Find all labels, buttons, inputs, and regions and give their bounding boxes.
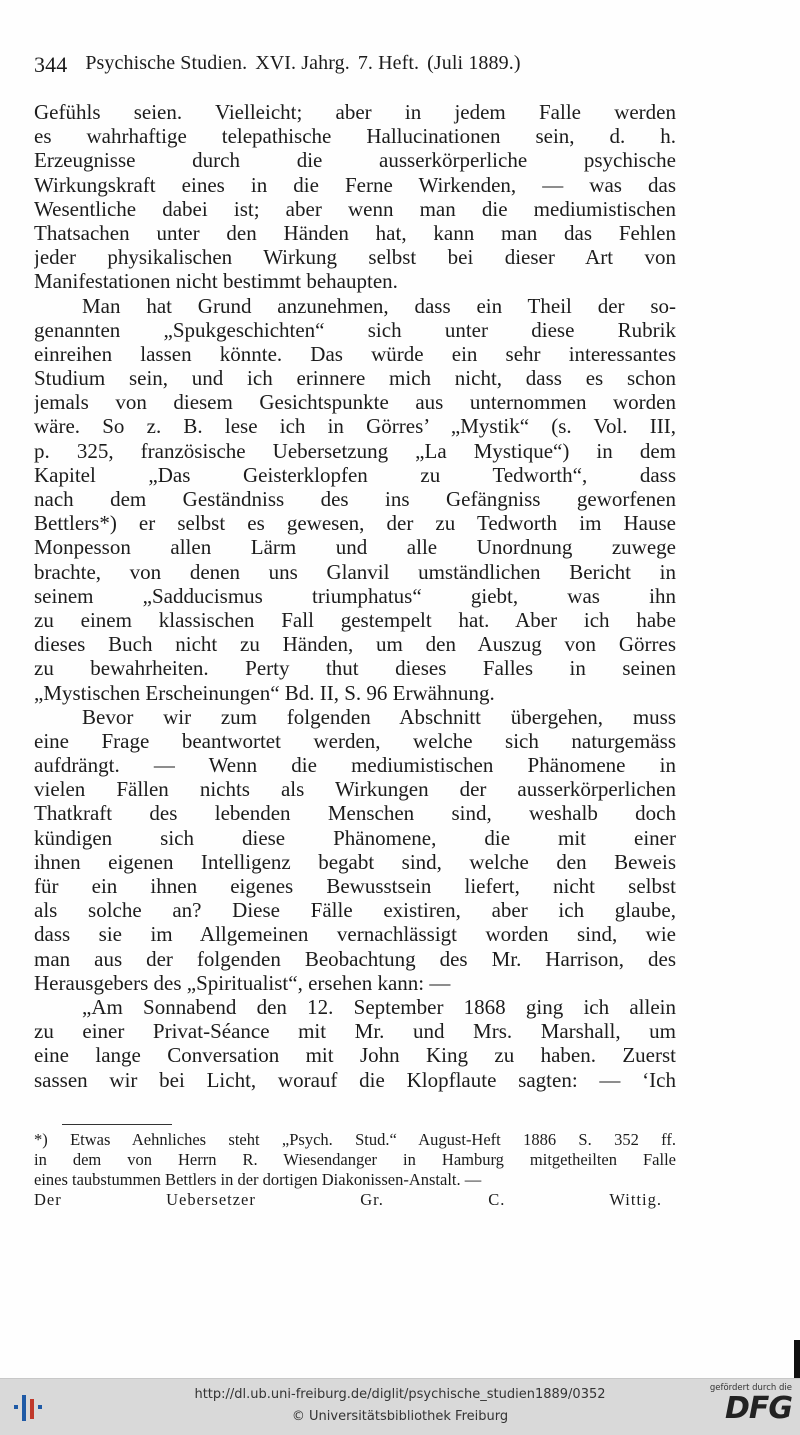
issue-date: (Juli 1889.) [427,52,521,74]
text-line: zu einer Privat-Séance mit Mr. und Mrs. Marshall, um [34,1019,676,1044]
text-line: Man hat Grund anzunehmen, dass ein Theil der so- [82,293,676,318]
text-line: p. 325, französische Uebersetzung „La Mystique“) in dem [34,438,676,463]
text-line: nach dem Geständniss des ins Gefängniss geworfenen [34,487,676,511]
footnote [34,1130,676,1210]
running-header [34,52,674,78]
text-line: Erzeugnisse durch die ausserkörperliche psychische [34,148,676,173]
text-line: Kapitel „Das Geisterklopfen zu Tedworth“, dass [34,462,676,487]
dfg-logo [706,1383,792,1431]
text-line: jemals von diesem Gesichtspunkte aus unternommen worden [34,390,676,415]
text-line: Wesentliche dabei ist; aber wenn man die mediumistischen [34,196,676,221]
footnote-line: in dem von Herrn R. Wiesendanger in Hamburg mitgetheilten Falle [34,1150,676,1169]
funding-caption: gefördert durch die [709,1383,792,1393]
viewer-footer [0,1378,800,1435]
text-line: für ein ihnen eigenes Bewusstsein liefert, nicht selbst [34,874,676,898]
page-number: 344 [34,52,68,77]
journal-title: Psychische Studien. [85,52,248,74]
text-line: vielen Fällen nichts als Wirkungen der ausserkörperlichen [34,777,676,802]
text-line: zu einem klassischen Fall gestempelt hat. Aber ich habe [34,607,676,632]
text-line: einreihen lassen könnte. Das würde ein sehr interessantes [34,341,676,366]
copyright-notice: © Universitätsbibliothek Freiburg [291,1409,509,1424]
text-line: Studium sein, und ich erinnere mich nicht, dass es schon [34,366,676,391]
volume: XVI. Jahrg. [255,52,350,74]
text-line: jeder physikalischen Wirkung selbst bei dieser Art von [34,245,676,270]
text-line: aufdrängt. — Wenn die mediumistischen Phänomene in [34,753,676,778]
text-line: Thatsachen unter den Händen hat, kann man das Fehlen [34,220,676,245]
dfg-logo-text: DFG [724,1391,792,1426]
text-line: Herausgebers des „Spiritualist“, ersehen kann: — [34,970,451,995]
text-line: seinem „Sadducismus triumphatus“ giebt, was ihn [34,583,676,608]
text-line: „Am Sonnabend den 12. September 1868 ging ich allein [82,994,676,1019]
footnote-rule [62,1124,172,1125]
text-line: Monpesson allen Lärm und alle Unordnung zuwege [34,535,676,560]
text-line: genannten „Spukgeschichten“ sich unter diese Rubrik [34,317,676,342]
body-text [34,100,676,1092]
permalink-url[interactable]: http://dl.ub.uni-freiburg.de/diglit/psychische_studien1889/0352 [194,1387,606,1402]
text-line: kündigen sich diese Phänomene, die mit einer [34,825,676,850]
text-line: man aus der folgenden Beobachtung des Mr. Harrison, des [34,946,676,971]
text-line: Thatkraft des lebenden Menschen sind, weshalb doch [34,801,676,826]
text-line: Wirkungskraft eines in die Ferne Wirkenden, — was das [34,172,676,197]
text-line: eine Frage beantwortet werden, welche sich naturgemäss [34,728,676,753]
text-line: „Mystischen Erscheinungen“ Bd. II, S. 96 Erwähnung. [34,680,495,705]
text-line: es wahrhaftige telepathische Hallucinationen sein, d. h. [34,124,676,149]
footnote-line: eines taubstummen Bettlers in der dortigen Diakonissen-Anstalt. — [34,1170,482,1189]
text-line: zu bewahrheiten. Perty thut dieses Falles in seinen [34,656,676,681]
text-line: Manifestationen nicht bestimmt behaupten. [34,269,398,294]
text-line: eine lange Conversation mit John King zu haben. Zuerst [34,1043,676,1068]
text-line: wäre. So z. B. lese ich in Görres’ „Mystik“ (s. Vol. III, [34,414,676,439]
text-line: Gefühls seien. Vielleicht; aber in jedem Falle werden [34,100,676,124]
text-line: Bevor wir zum folgenden Abschnitt übergehen, muss [82,704,676,729]
text-line: dass sie im Allgemeinen vernachlässigt worden sind, wie [34,922,676,947]
issue: 7. Heft. [357,52,420,74]
translator-signature: Der Uebersetzer Gr. C. Wittig. [34,1190,662,1209]
text-line: sassen wir bei Licht, worauf die Klopflaute sagten: — ‘Ich [34,1067,676,1092]
scan-edge-mark [794,1340,800,1382]
text-line: brachte, von denen uns Glanvil umständlichen Bericht in [34,559,676,584]
text-line: als solche an? Diese Fälle existiren, aber ich glaube, [34,898,676,923]
text-line: Bettlers*) er selbst es gewesen, der zu Tedworth im Hause [34,511,676,536]
footnote-line: *) Etwas Aehnliches steht „Psych. Stud.“ August-Heft 1886 S. 352 ff. [34,1130,676,1149]
text-line: ihnen eigenen Intelligenz begabt sind, welche den Beweis [34,849,676,874]
text-line: dieses Buch nicht zu Händen, um den Auszug von Görres [34,632,676,657]
